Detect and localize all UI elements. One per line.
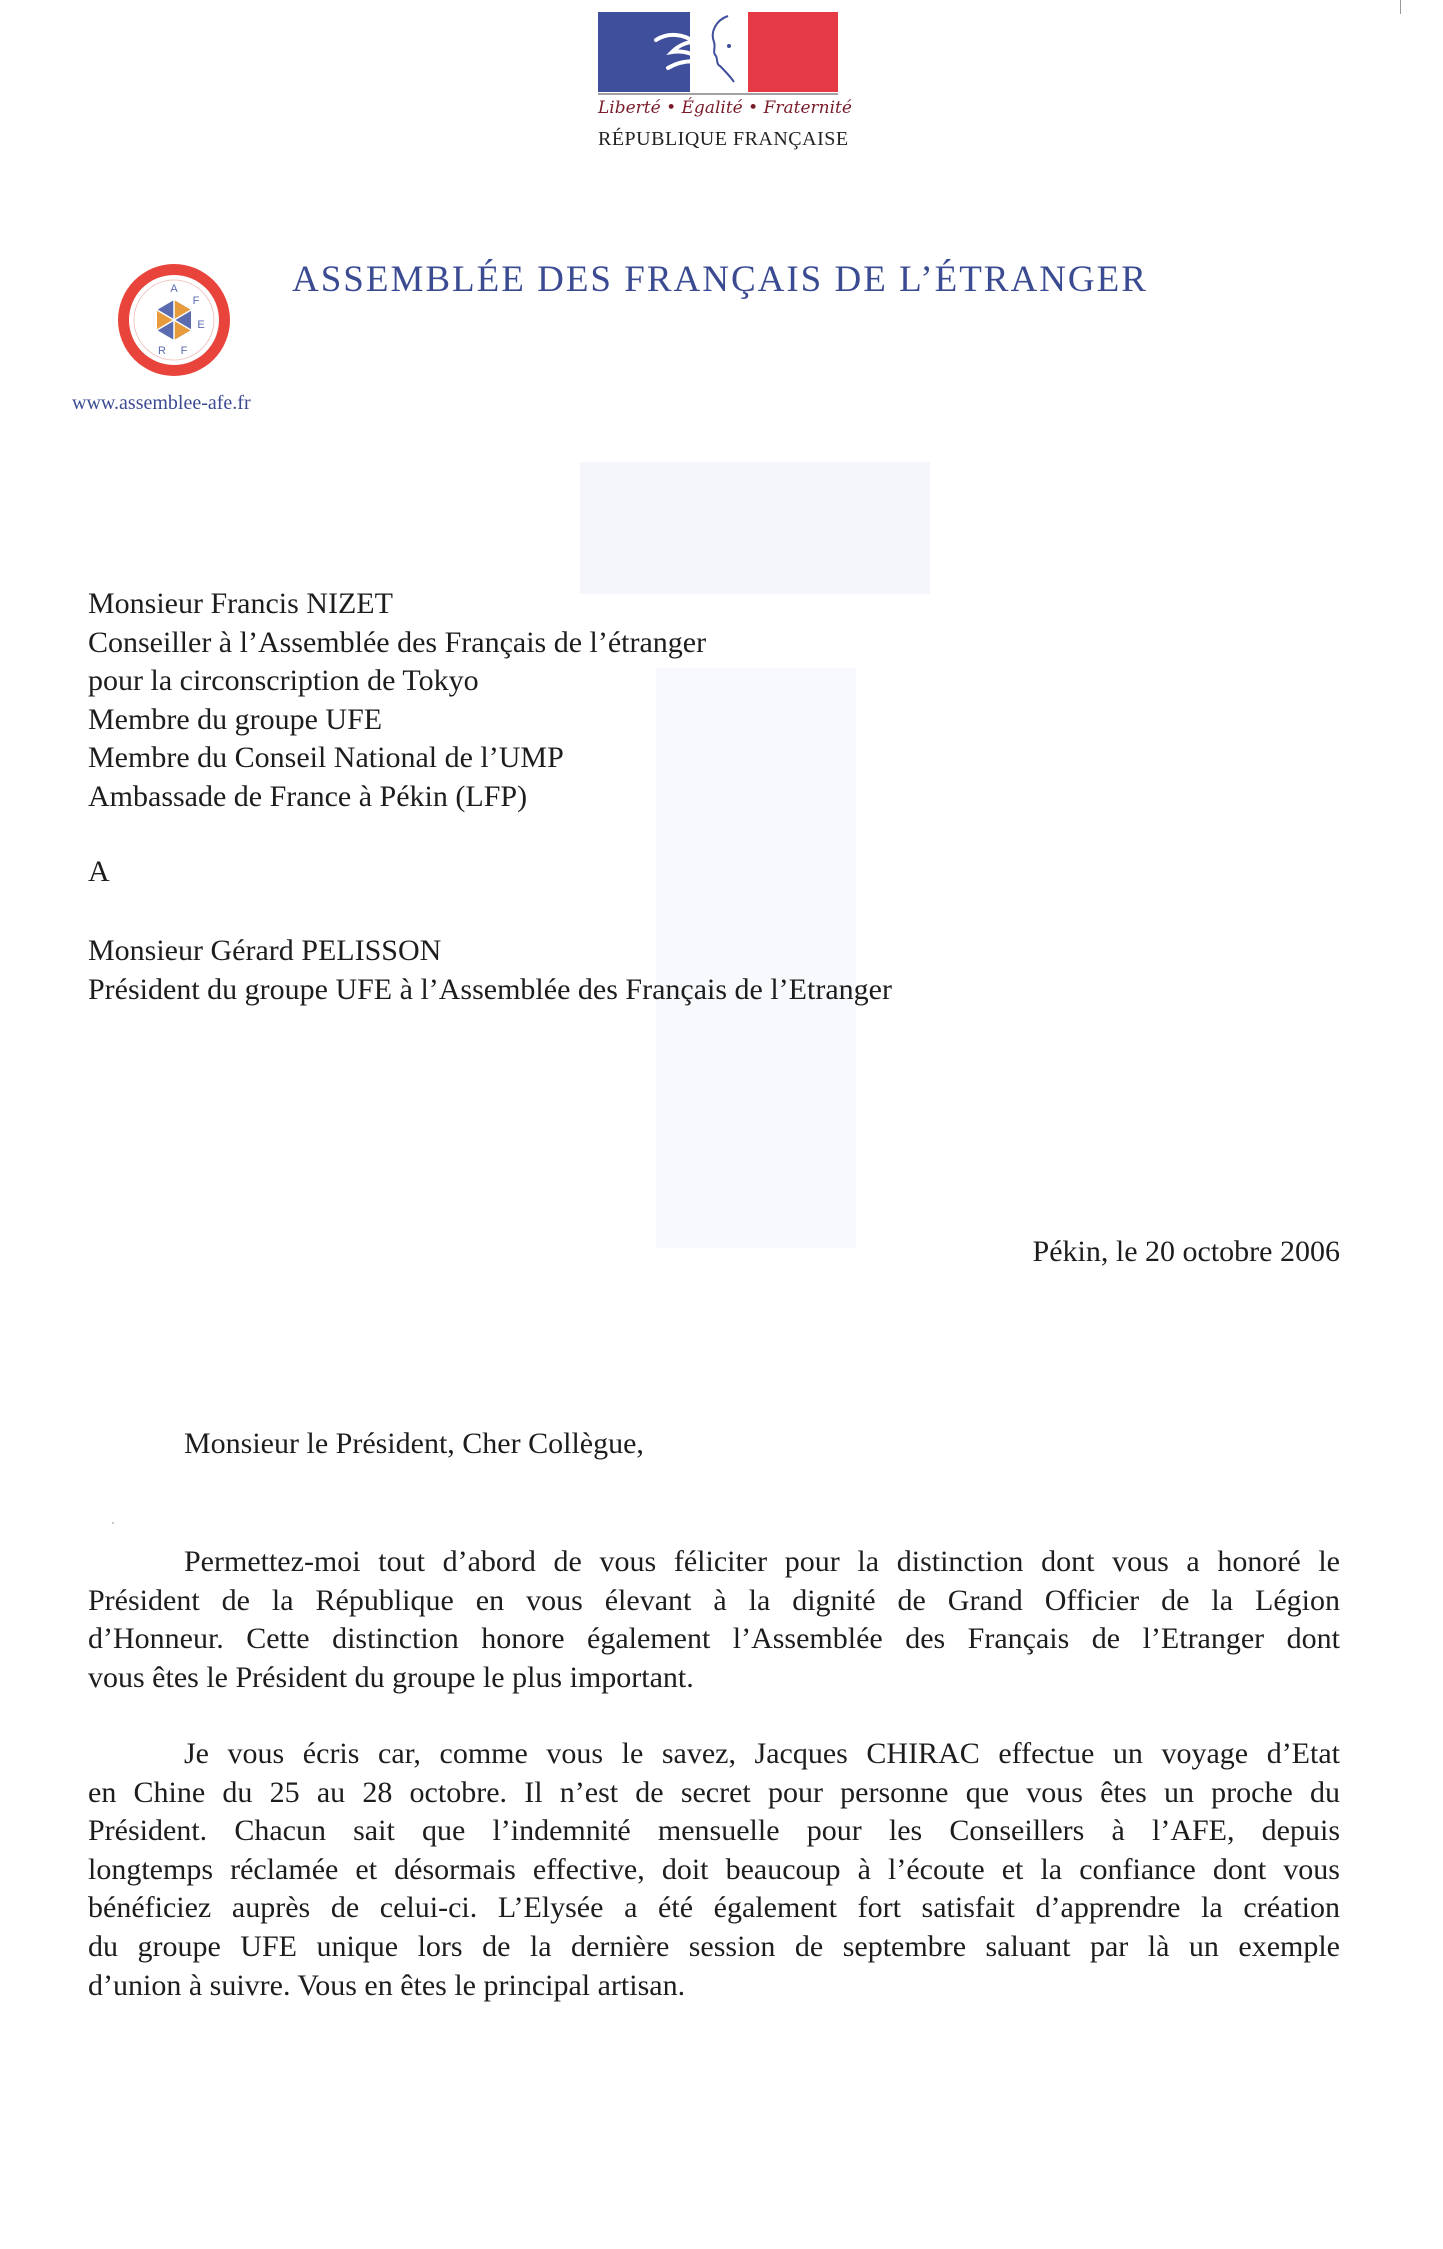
afe-roundel-icon: [116, 262, 232, 378]
scan-edge-mark: [1400, 0, 1401, 14]
afe-logo-letter: F: [180, 345, 188, 357]
afe-website-link[interactable]: www.assemblee-afe.fr: [72, 392, 251, 414]
republique-devise: Liberté • Égalité • Fraternité: [598, 98, 852, 118]
sender-line: pour la circonscription de Tokyo: [88, 664, 479, 698]
sender-line: Conseiller à l’Assemblée des Français de l’étranger: [88, 625, 707, 659]
sender-address-block: [88, 585, 706, 817]
afe-logo-letter: A: [170, 283, 178, 295]
republique-francaise-label: RÉPUBLIQUE FRANÇAISE: [598, 128, 849, 150]
paragraph-line: Je vous écris car, comme vous le savez, Jacques CHIRAC effectue un voyage d’Etat: [184, 1737, 1340, 1770]
paragraph-line: vous êtes le Président du groupe le plus important.: [88, 1660, 694, 1694]
sender-line: Ambassade de France à Pékin (LFP): [88, 779, 528, 813]
paragraph-line: Président de la République en vous élevant à la dignité de Grand Officier de la Légion: [88, 1583, 1340, 1617]
afe-logo-letter: E: [197, 319, 205, 331]
scan-speck: [112, 1522, 114, 1524]
paragraph-line: Président. Chacun sait que l’indemnité mensuelle pour les Conseillers à l’AFE, depuis: [88, 1814, 1340, 1848]
paragraph-line: longtemps réclamée et désormais effective, doit beaucoup à l’écoute et la confiance dont vous: [88, 1852, 1340, 1886]
place-and-date: Pékin, le 20 octobre 2006: [1032, 1235, 1340, 1268]
sender-line: Membre du groupe UFE: [88, 702, 383, 736]
paragraph-line: Permettez-moi tout d’abord de vous féliciter pour la distinction dont vous a honoré le: [184, 1545, 1340, 1578]
paragraph-line: d’union à suivre. Vous en êtes le principal artisan.: [88, 1968, 686, 2002]
body-paragraph: [88, 1543, 1340, 1697]
body-paragraph: [88, 1735, 1340, 2005]
afe-title: ASSEMBLÉE DES FRANÇAIS DE L’ÉTRANGER: [292, 259, 1148, 300]
afe-logo-letter: R: [158, 345, 166, 357]
afe-logo-letter: F: [192, 295, 200, 307]
scan-artifact: [580, 462, 930, 594]
paragraph-line: bénéficiez auprès de celui-ci. L’Elysée a été également fort satisfait d’apprendre la création: [88, 1891, 1340, 1925]
paragraph-line: d’Honneur. Cette distinction honore également l’Assemblée des Français de l’Etranger dont: [88, 1622, 1340, 1656]
sender-line: Monsieur Francis NIZET: [88, 587, 393, 620]
marianne-emblem-icon: [598, 12, 838, 96]
salutation: Monsieur le Président, Cher Collègue,: [184, 1427, 644, 1460]
recipient-line: Président du groupe UFE à l’Assemblée des Français de l’Etranger: [88, 972, 892, 1006]
republique-francaise-logo: [598, 12, 852, 154]
recipient-line: Monsieur Gérard PELISSON: [88, 934, 442, 967]
paragraph-line: en Chine du 25 au 28 octobre. Il n’est de secret pour personne que vous êtes un proche du: [88, 1775, 1340, 1809]
recipient-address-block: [88, 932, 892, 1009]
sender-line: Membre du Conseil National de l’UMP: [88, 741, 564, 775]
paragraph-line: du groupe UFE unique lors de la dernière session de septembre saluant par là un exemple: [88, 1929, 1340, 1963]
recipient-separator: A: [88, 855, 110, 888]
afe-roundel-logo: [116, 262, 232, 378]
